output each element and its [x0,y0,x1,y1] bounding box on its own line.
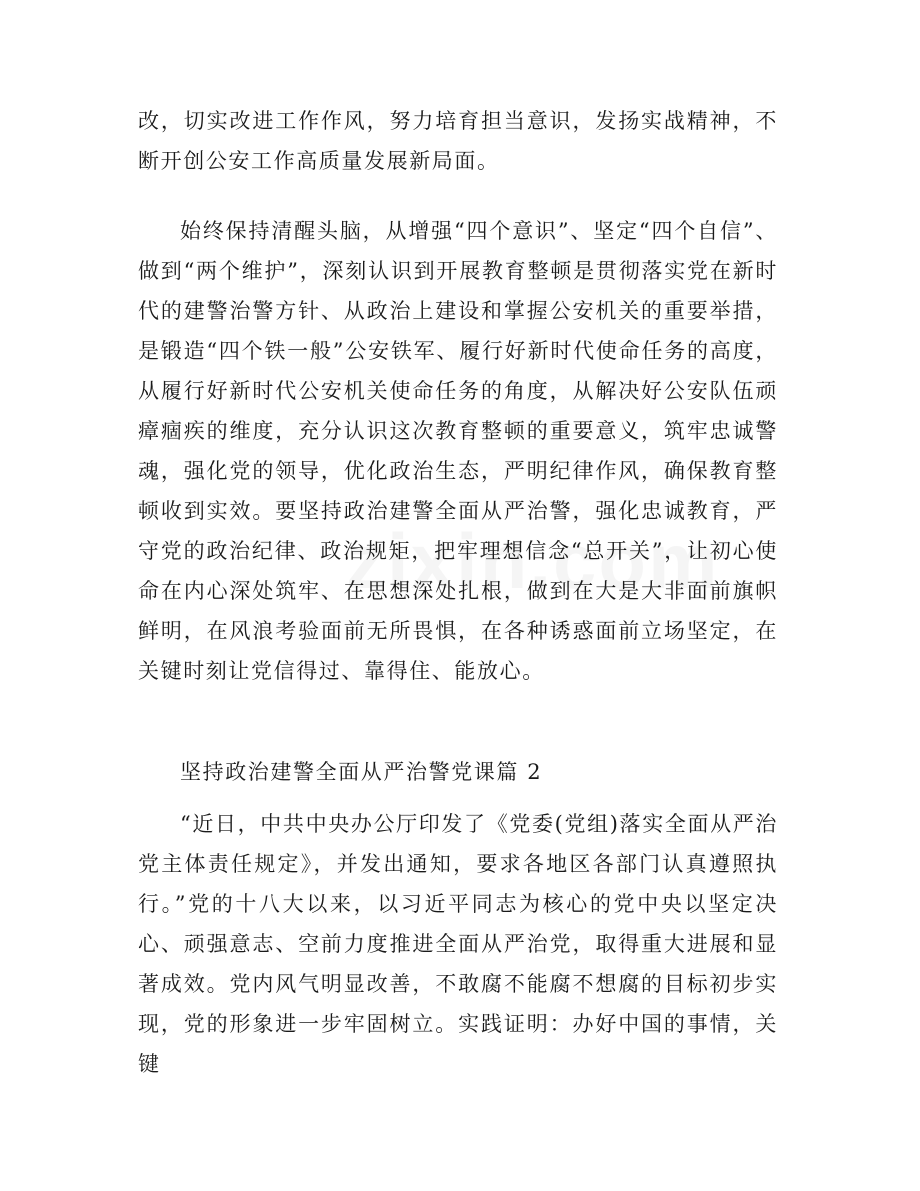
section-heading: 坚持政治建警全面从严治警党课篇 2 [180,760,543,784]
paragraph-section-2: “近日，中共中央办公厅印发了《党委(党组)落实全面从严治党主体责任规定》，并发出通知，要求各地区各部门认真遵照执行。”党的十八大以来，以习近平同志为核心的党中央以坚定决心、顽强意志、空前力度推进全面从严治党，取得重大进展和显著成效。党内风气明显改善，不敢腐不能腐不想腐的目标初步实现，党的形象进一步牢固树立。实践证明：办好中国的事情，关键 [138,812,778,1076]
paragraph-body: 始终保持清醒头脑，从增强“四个意识”、坚定“四个自信”、做到“两个维护”，深刻认识到开展教育整顿是贯彻落实党在新时代的建警治警方针、从政治上建设和掌握公安机关的重要举措，是锻造“四个铁一般”公安铁军、履行好新时代使命任务的高度，从履行好新时代公安机关使命任务的角度，从解决好公安队伍顽瘴痼疾的维度，充分认识这次教育整顿的重要意义，筑牢忠诚警魂，强化党的领导，优化政治生态，严明纪律作风，确保教育整顿收到实效。要坚持政治建警全面从严治警，强化忠诚教育，严守党的政治纪律、政治规矩，把牢理想信念“总开关”，让初心使命在内心深处筑牢、在思想深处扎根，做到在大是大非面前旗帜鲜明，在风浪考验面前无所畏惧，在各种诱惑面前立场坚定，在关键时刻让党信得过、靠得住、能放心。 [138,219,778,683]
paragraph-continuation: 改，切实改进工作作风，努力培育担当意识，发扬实战精神，不断开创公安工作高质量发展新局面。 [138,109,778,173]
